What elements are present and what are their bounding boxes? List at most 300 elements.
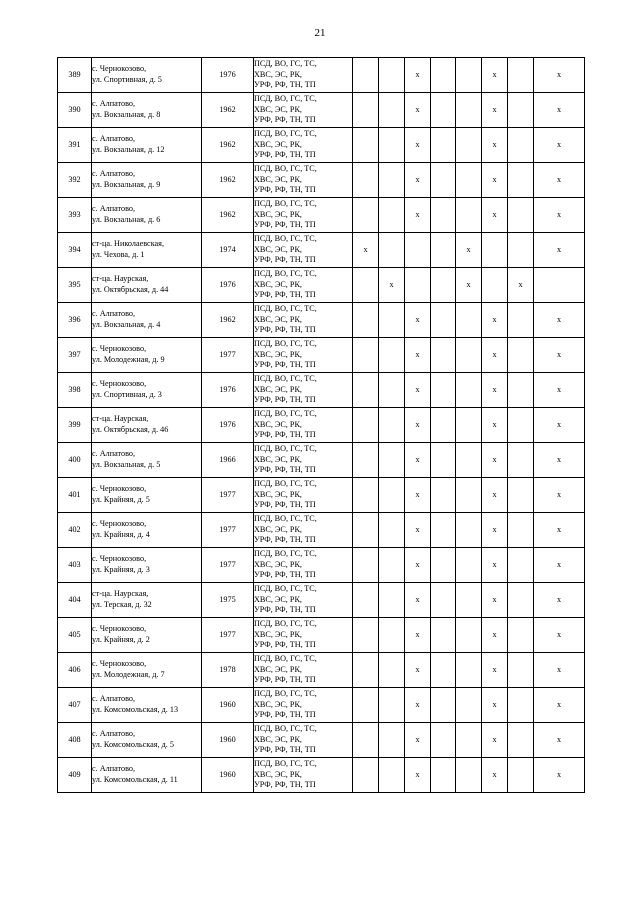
address-cell xyxy=(92,163,202,198)
housing-register-table xyxy=(57,57,585,793)
year-built: 1962 xyxy=(202,198,254,233)
year-built: 1976 xyxy=(202,373,254,408)
mark-cell: х xyxy=(405,618,431,653)
mark-cell: х xyxy=(405,408,431,443)
address-street: ул. Вокзальная, д. 8 xyxy=(92,110,161,119)
mark-cell xyxy=(379,408,405,443)
table-row xyxy=(58,653,585,688)
work-codes-line: ПСД, ВО, ГС, ТС, xyxy=(254,689,317,699)
mark-cell: х xyxy=(534,198,585,233)
work-codes-cell xyxy=(254,513,353,548)
work-codes-cell xyxy=(254,128,353,163)
mark-cell xyxy=(379,583,405,618)
work-codes-cell xyxy=(254,58,353,93)
mark-cell: х xyxy=(405,198,431,233)
mark-cell xyxy=(456,548,482,583)
mark-cell xyxy=(379,758,405,793)
mark-cell: х xyxy=(534,548,585,583)
mark-cell: х xyxy=(482,163,508,198)
address-locality: с. Алпатово, xyxy=(92,309,136,319)
mark-cell xyxy=(456,93,482,128)
mark-cell xyxy=(379,93,405,128)
year-built: 1977 xyxy=(202,338,254,373)
mark-cell xyxy=(534,268,585,303)
row-number: 409 xyxy=(58,758,92,793)
address-cell xyxy=(92,758,202,793)
work-codes-line: ХВС, ЭС, РК, xyxy=(254,594,302,604)
table-row xyxy=(58,268,585,303)
mark-cell xyxy=(508,198,534,233)
mark-cell: х xyxy=(482,58,508,93)
work-codes-line: ХВС, ЭС, РК, xyxy=(254,419,302,429)
mark-cell xyxy=(508,513,534,548)
address-cell xyxy=(92,128,202,163)
mark-cell: х xyxy=(534,163,585,198)
mark-cell xyxy=(353,583,379,618)
mark-cell xyxy=(431,618,456,653)
mark-cell xyxy=(379,723,405,758)
work-codes-line: ПСД, ВО, ГС, ТС, xyxy=(254,94,317,104)
table-row xyxy=(58,478,585,513)
address-cell xyxy=(92,303,202,338)
mark-cell: х xyxy=(482,408,508,443)
year-built: 1977 xyxy=(202,548,254,583)
year-built: 1962 xyxy=(202,303,254,338)
mark-cell xyxy=(353,618,379,653)
mark-cell xyxy=(379,478,405,513)
mark-cell xyxy=(431,268,456,303)
mark-cell: х xyxy=(405,443,431,478)
mark-cell xyxy=(482,268,508,303)
table-row xyxy=(58,513,585,548)
address-locality: с. Алпатово, xyxy=(92,694,136,704)
mark-cell xyxy=(456,373,482,408)
table-row xyxy=(58,373,585,408)
mark-cell: х xyxy=(405,478,431,513)
work-codes-line: ПСД, ВО, ГС, ТС, xyxy=(254,339,317,349)
mark-cell xyxy=(508,478,534,513)
mark-cell xyxy=(508,233,534,268)
mark-cell xyxy=(508,653,534,688)
table-row xyxy=(58,93,585,128)
mark-cell xyxy=(431,548,456,583)
mark-cell xyxy=(508,583,534,618)
address-street: ул. Крайняя, д. 3 xyxy=(92,565,150,574)
mark-cell xyxy=(431,198,456,233)
work-codes-line: ПСД, ВО, ГС, ТС, xyxy=(254,584,317,594)
mark-cell xyxy=(508,618,534,653)
year-built: 1960 xyxy=(202,723,254,758)
row-number: 408 xyxy=(58,723,92,758)
work-codes-line: ХВС, ЭС, РК, xyxy=(254,349,302,359)
row-number: 399 xyxy=(58,408,92,443)
address-street: ул. Крайняя, д. 4 xyxy=(92,530,150,539)
address-locality: с. Чернокозово, xyxy=(92,64,147,74)
mark-cell: х xyxy=(405,303,431,338)
work-codes-cell xyxy=(254,198,353,233)
mark-cell xyxy=(353,443,379,478)
mark-cell xyxy=(456,128,482,163)
address-cell xyxy=(92,478,202,513)
table-row xyxy=(58,128,585,163)
mark-cell xyxy=(353,688,379,723)
mark-cell: х xyxy=(405,688,431,723)
address-street: ул. Спортивная, д. 5 xyxy=(92,75,162,84)
address-street: ул. Спортивная, д. 3 xyxy=(92,390,162,399)
mark-cell xyxy=(379,198,405,233)
mark-cell xyxy=(431,128,456,163)
mark-cell xyxy=(379,373,405,408)
address-locality: с. Алпатово, xyxy=(92,764,136,774)
mark-cell: х xyxy=(534,93,585,128)
mark-cell xyxy=(456,58,482,93)
work-codes-line: ПСД, ВО, ГС, ТС, xyxy=(254,549,317,559)
year-built: 1974 xyxy=(202,233,254,268)
work-codes-line: ПСД, ВО, ГС, ТС, xyxy=(254,619,317,629)
work-codes-line: ПСД, ВО, ГС, ТС, xyxy=(254,409,317,419)
address-street: ул. Крайняя, д. 2 xyxy=(92,635,150,644)
work-codes-line: ХВС, ЭС, РК, xyxy=(254,454,302,464)
address-cell xyxy=(92,373,202,408)
address-locality: с. Чернокозово, xyxy=(92,379,147,389)
address-street: ул. Вокзальная, д. 12 xyxy=(92,145,165,154)
work-codes-line: УРФ, РФ, ТН, ТП xyxy=(254,290,316,300)
row-number: 392 xyxy=(58,163,92,198)
year-built: 1977 xyxy=(202,478,254,513)
table-row xyxy=(58,233,585,268)
address-street: ул. Октябрьская, д. 44 xyxy=(92,285,169,294)
mark-cell xyxy=(353,93,379,128)
mark-cell xyxy=(353,723,379,758)
work-codes-line: ХВС, ЭС, РК, xyxy=(254,279,302,289)
mark-cell xyxy=(353,128,379,163)
row-number: 402 xyxy=(58,513,92,548)
work-codes-line: ХВС, ЭС, РК, xyxy=(254,104,302,114)
mark-cell xyxy=(379,618,405,653)
mark-cell: х xyxy=(482,583,508,618)
work-codes-cell xyxy=(254,653,353,688)
mark-cell xyxy=(508,338,534,373)
work-codes-cell xyxy=(254,443,353,478)
row-number: 396 xyxy=(58,303,92,338)
mark-cell xyxy=(379,163,405,198)
address-cell xyxy=(92,93,202,128)
table-row xyxy=(58,163,585,198)
address-street: ул. Терская, д. 32 xyxy=(92,600,152,609)
mark-cell: х xyxy=(482,373,508,408)
address-street: ул. Молодежная, д. 9 xyxy=(92,355,165,364)
mark-cell: х xyxy=(534,618,585,653)
row-number: 401 xyxy=(58,478,92,513)
address-locality: с. Чернокозово, xyxy=(92,519,147,529)
mark-cell xyxy=(508,93,534,128)
work-codes-line: ХВС, ЭС, РК, xyxy=(254,69,302,79)
mark-cell: х xyxy=(534,303,585,338)
address-locality: с. Алпатово, xyxy=(92,729,136,739)
work-codes-cell xyxy=(254,583,353,618)
address-locality: с. Алпатово, xyxy=(92,99,136,109)
row-number: 405 xyxy=(58,618,92,653)
table-row xyxy=(58,688,585,723)
mark-cell: х xyxy=(534,758,585,793)
address-cell xyxy=(92,443,202,478)
mark-cell xyxy=(431,688,456,723)
address-locality: с. Алпатово, xyxy=(92,204,136,214)
work-codes-cell xyxy=(254,233,353,268)
mark-cell xyxy=(379,233,405,268)
address-locality: ст-ца. Николаевская, xyxy=(92,239,164,249)
row-number: 395 xyxy=(58,268,92,303)
row-number: 407 xyxy=(58,688,92,723)
mark-cell: х xyxy=(456,268,482,303)
mark-cell: х xyxy=(482,688,508,723)
work-codes-line: ПСД, ВО, ГС, ТС, xyxy=(254,514,317,524)
mark-cell xyxy=(379,338,405,373)
mark-cell: х xyxy=(534,443,585,478)
row-number: 404 xyxy=(58,583,92,618)
work-codes-line: ХВС, ЭС, РК, xyxy=(254,559,302,569)
mark-cell xyxy=(508,373,534,408)
work-codes-cell xyxy=(254,723,353,758)
work-codes-line: ХВС, ЭС, РК, xyxy=(254,489,302,499)
mark-cell xyxy=(508,688,534,723)
mark-cell: х xyxy=(482,93,508,128)
mark-cell: х xyxy=(405,653,431,688)
mark-cell xyxy=(456,723,482,758)
mark-cell: х xyxy=(379,268,405,303)
work-codes-line: ПСД, ВО, ГС, ТС, xyxy=(254,304,317,314)
work-codes-line: ПСД, ВО, ГС, ТС, xyxy=(254,479,317,489)
mark-cell xyxy=(431,373,456,408)
address-street: ул. Комсомольская, д. 13 xyxy=(92,705,179,714)
work-codes-line: УРФ, РФ, ТН, ТП xyxy=(254,80,316,90)
mark-cell xyxy=(456,443,482,478)
year-built: 1962 xyxy=(202,163,254,198)
mark-cell xyxy=(379,513,405,548)
mark-cell: х xyxy=(482,548,508,583)
work-codes-line: УРФ, РФ, ТН, ТП xyxy=(254,780,316,790)
mark-cell xyxy=(431,723,456,758)
mark-cell xyxy=(379,548,405,583)
address-cell xyxy=(92,583,202,618)
work-codes-line: ХВС, ЭС, РК, xyxy=(254,734,302,744)
mark-cell: х xyxy=(482,128,508,163)
address-locality: с. Алпатово, xyxy=(92,449,136,459)
work-codes-line: УРФ, РФ, ТН, ТП xyxy=(254,640,316,650)
mark-cell xyxy=(353,373,379,408)
mark-cell xyxy=(508,163,534,198)
address-street: ул. Вокзальная, д. 9 xyxy=(92,180,161,189)
mark-cell xyxy=(431,758,456,793)
mark-cell: х xyxy=(482,513,508,548)
mark-cell: х xyxy=(456,233,482,268)
mark-cell xyxy=(456,408,482,443)
mark-cell xyxy=(456,478,482,513)
table-row xyxy=(58,583,585,618)
year-built: 1962 xyxy=(202,128,254,163)
mark-cell: х xyxy=(534,583,585,618)
work-codes-line: УРФ, РФ, ТН, ТП xyxy=(254,605,316,615)
mark-cell: х xyxy=(482,478,508,513)
address-street: ул. Вокзальная, д. 4 xyxy=(92,320,161,329)
mark-cell: х xyxy=(482,303,508,338)
year-built: 1975 xyxy=(202,583,254,618)
mark-cell xyxy=(405,268,431,303)
work-codes-line: ХВС, ЭС, РК, xyxy=(254,699,302,709)
mark-cell: х xyxy=(405,513,431,548)
mark-cell xyxy=(508,303,534,338)
mark-cell xyxy=(353,548,379,583)
work-codes-line: ПСД, ВО, ГС, ТС, xyxy=(254,234,317,244)
work-codes-line: ПСД, ВО, ГС, ТС, xyxy=(254,269,317,279)
mark-cell xyxy=(431,443,456,478)
table-row xyxy=(58,338,585,373)
row-number: 400 xyxy=(58,443,92,478)
work-codes-line: ПСД, ВО, ГС, ТС, xyxy=(254,444,317,454)
address-locality: с. Чернокозово, xyxy=(92,344,147,354)
mark-cell xyxy=(508,443,534,478)
row-number: 390 xyxy=(58,93,92,128)
address-street: ул. Октябрьская, д. 46 xyxy=(92,425,169,434)
mark-cell: х xyxy=(405,373,431,408)
mark-cell: х xyxy=(534,478,585,513)
mark-cell xyxy=(353,163,379,198)
work-codes-line: УРФ, РФ, ТН, ТП xyxy=(254,710,316,720)
mark-cell xyxy=(353,478,379,513)
mark-cell: х xyxy=(534,653,585,688)
work-codes-line: УРФ, РФ, ТН, ТП xyxy=(254,360,316,370)
mark-cell xyxy=(456,198,482,233)
mark-cell xyxy=(456,688,482,723)
mark-cell: х xyxy=(405,723,431,758)
address-street: ул. Вокзальная, д. 6 xyxy=(92,215,161,224)
mark-cell: х xyxy=(534,233,585,268)
mark-cell xyxy=(508,723,534,758)
mark-cell: х xyxy=(405,758,431,793)
work-codes-line: ПСД, ВО, ГС, ТС, xyxy=(254,759,317,769)
work-codes-line: ПСД, ВО, ГС, ТС, xyxy=(254,129,317,139)
mark-cell xyxy=(431,478,456,513)
work-codes-cell xyxy=(254,163,353,198)
table-row xyxy=(58,548,585,583)
work-codes-line: ХВС, ЭС, РК, xyxy=(254,209,302,219)
mark-cell xyxy=(353,198,379,233)
mark-cell: х xyxy=(482,338,508,373)
mark-cell xyxy=(508,548,534,583)
mark-cell: х xyxy=(482,198,508,233)
mark-cell: х xyxy=(405,58,431,93)
mark-cell xyxy=(508,58,534,93)
work-codes-line: УРФ, РФ, ТН, ТП xyxy=(254,675,316,685)
work-codes-line: УРФ, РФ, ТН, ТП xyxy=(254,395,316,405)
mark-cell xyxy=(379,653,405,688)
year-built: 1960 xyxy=(202,688,254,723)
address-cell xyxy=(92,338,202,373)
table-row xyxy=(58,198,585,233)
address-locality: с. Чернокозово, xyxy=(92,484,147,494)
table-row xyxy=(58,303,585,338)
work-codes-line: УРФ, РФ, ТН, ТП xyxy=(254,150,316,160)
address-locality: ст-ца. Наурская, xyxy=(92,274,149,284)
address-cell xyxy=(92,58,202,93)
row-number: 389 xyxy=(58,58,92,93)
work-codes-cell xyxy=(254,373,353,408)
work-codes-line: УРФ, РФ, ТН, ТП xyxy=(254,465,316,475)
work-codes-line: ХВС, ЭС, РК, xyxy=(254,384,302,394)
mark-cell: х xyxy=(482,443,508,478)
address-cell xyxy=(92,268,202,303)
table-row xyxy=(58,408,585,443)
mark-cell xyxy=(482,233,508,268)
mark-cell xyxy=(431,233,456,268)
mark-cell xyxy=(456,758,482,793)
mark-cell xyxy=(431,513,456,548)
year-built: 1966 xyxy=(202,443,254,478)
mark-cell: х xyxy=(534,408,585,443)
mark-cell: х xyxy=(534,688,585,723)
work-codes-line: УРФ, РФ, ТН, ТП xyxy=(254,255,316,265)
mark-cell: х xyxy=(534,58,585,93)
work-codes-line: ХВС, ЭС, РК, xyxy=(254,664,302,674)
mark-cell: х xyxy=(534,513,585,548)
mark-cell xyxy=(508,408,534,443)
work-codes-line: УРФ, РФ, ТН, ТП xyxy=(254,500,316,510)
mark-cell xyxy=(456,653,482,688)
table-row xyxy=(58,758,585,793)
work-codes-cell xyxy=(254,688,353,723)
address-cell xyxy=(92,688,202,723)
mark-cell: х xyxy=(508,268,534,303)
address-cell xyxy=(92,408,202,443)
work-codes-line: УРФ, РФ, ТН, ТП xyxy=(254,220,316,230)
address-locality: с. Чернокозово, xyxy=(92,659,147,669)
mark-cell: х xyxy=(405,583,431,618)
address-locality: с. Алпатово, xyxy=(92,169,136,179)
mark-cell: х xyxy=(482,618,508,653)
mark-cell xyxy=(379,688,405,723)
address-cell xyxy=(92,653,202,688)
year-built: 1976 xyxy=(202,268,254,303)
work-codes-line: ХВС, ЭС, РК, xyxy=(254,244,302,254)
mark-cell: х xyxy=(405,548,431,583)
work-codes-line: ПСД, ВО, ГС, ТС, xyxy=(254,199,317,209)
mark-cell xyxy=(431,583,456,618)
address-cell xyxy=(92,723,202,758)
mark-cell xyxy=(431,163,456,198)
row-number: 397 xyxy=(58,338,92,373)
year-built: 1978 xyxy=(202,653,254,688)
address-cell xyxy=(92,618,202,653)
work-codes-line: УРФ, РФ, ТН, ТП xyxy=(254,325,316,335)
year-built: 1977 xyxy=(202,618,254,653)
work-codes-line: УРФ, РФ, ТН, ТП xyxy=(254,115,316,125)
mark-cell xyxy=(456,618,482,653)
address-street: ул. Крайняя, д. 5 xyxy=(92,495,150,504)
table-row xyxy=(58,618,585,653)
work-codes-line: ХВС, ЭС, РК, xyxy=(254,524,302,534)
work-codes-line: ПСД, ВО, ГС, ТС, xyxy=(254,374,317,384)
address-street: ул. Молодежная, д. 7 xyxy=(92,670,165,679)
work-codes-line: ХВС, ЭС, РК, xyxy=(254,629,302,639)
mark-cell: х xyxy=(405,93,431,128)
work-codes-cell xyxy=(254,268,353,303)
mark-cell xyxy=(353,653,379,688)
address-cell xyxy=(92,233,202,268)
mark-cell xyxy=(379,128,405,163)
address-street: ул. Вокзальная, д. 5 xyxy=(92,460,161,469)
work-codes-cell xyxy=(254,303,353,338)
mark-cell xyxy=(456,338,482,373)
